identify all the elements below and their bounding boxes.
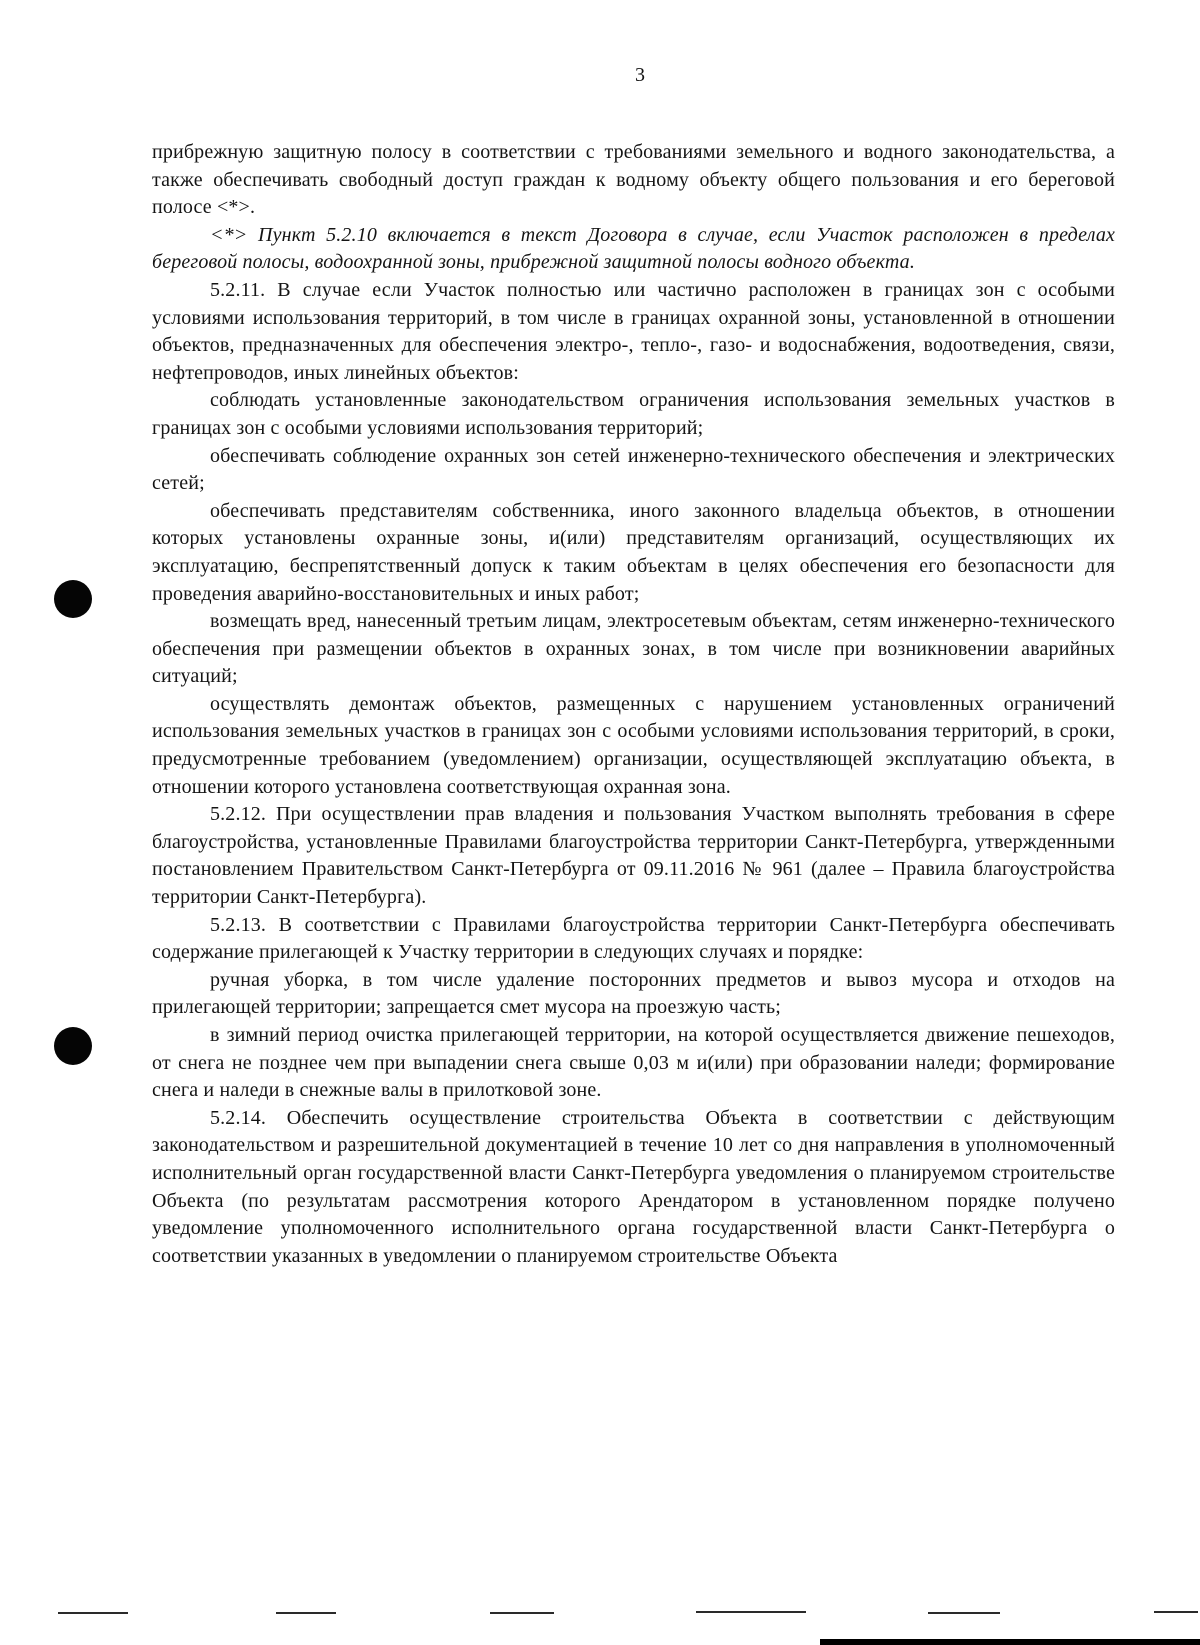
clause-5-2-13-item-winter: в зимний период очистка прилегающей территории, на которой осуществляется движение пешеходов, от снега не позднее чем при выпадении снега свыше 0,03 м и(или) при образовании наледи; формирование снега и наледи в снежные валы в прилотковой зоне. (152, 1024, 1115, 1102)
scan-artifact-line-6 (1154, 1611, 1198, 1613)
page-number: 3 (635, 64, 645, 86)
clause-5-2-11-item-dismantling: осуществлять демонтаж объектов, размещенных с нарушением установленных ограничений использования земельных участков в границах зон с особыми условиями использования территорий, в сроки, предусмотренные требованием (уведомлением) организации, осуществляющей эксплуатацию объекта, в отношении которого установлена соответствующая охранная зона. (152, 692, 1115, 798)
clause-5-2-13-item-cleaning: ручная уборка, в том числе удаление посторонних предметов и вывоз мусора и отходов на прилегающей территории; запрещается смет мусора на проезжую часть; (152, 968, 1115, 1019)
clause-5-2-14: 5.2.14. Обеспечить осуществление строительства Объекта в соответствии с действующим законодательством и разрешительной документацией в течение 10 лет со дня направления в уполномоченный исполнительный орган государственной власти Санкт-Петербурга уведомления о планируемом строительстве Объекта (по результатам рассмотрения которого Арендатором в установленном порядке получено уведомление уполномоченного исполнительного органа государственной власти Санкт-Петербурга о соответствии указанных в уведомлении о планируемом строительстве Объекта (152, 1106, 1115, 1267)
scan-edge-shadow (820, 1639, 1200, 1645)
scan-artifact-line-2 (276, 1612, 336, 1614)
footnote-clause-5-2-10: <*> Пункт 5.2.10 включается в текст Договора в случае, если Участок расположен в пределах береговой полосы, водоохранной зоны, прибрежной защитной полосы водного объекта. (152, 223, 1115, 274)
paragraph-coastal-strip: прибрежную защитную полосу в соответствии с требованиями земельного и водного законодательства, а также обеспечивать свободный доступ граждан к водному объекту общего пользования и его береговой полосе <*>. (152, 141, 1115, 219)
scan-artifact-line-3 (490, 1612, 554, 1614)
clause-5-2-13: 5.2.13. В соответствии с Правилами благоустройства территории Санкт-Петербурга обеспечивать содержание прилегающей к Участку территории в следующих случаях и порядке: (152, 913, 1115, 964)
clause-5-2-11-item-damages: возмещать вред, нанесенный третьим лицам, электросетевым объектам, сетям инженерно-технического обеспечения при размещении объектов в охранных зонах, в том числе при возникновении аварийных ситуаций; (152, 610, 1115, 688)
document-body (152, 139, 1115, 1270)
punch-hole-top (54, 580, 92, 618)
clause-5-2-11-item-access: обеспечивать представителям собственника, иного законного владельца объектов, в отношении которых установлены охранные зоны, и(или) представителям организаций, осуществляющих их эксплуатацию, беспрепятственный допуск к таким объектам в целях обеспечения его безопасности для проведения аварийно-восстановительных и иных работ; (152, 499, 1115, 605)
clause-5-2-11-item-restrictions: соблюдать установленные законодательством ограничения использования земельных участков в границах зон с особыми условиями использования территорий; (152, 389, 1115, 439)
clause-5-2-11-item-protection-zones: обеспечивать соблюдение охранных зон сетей инженерно-технического обеспечения и электрических сетей; (152, 444, 1115, 495)
scan-artifact-line-4 (696, 1611, 806, 1613)
scan-artifact-line-1 (58, 1612, 128, 1614)
punch-hole-bottom (54, 1027, 92, 1065)
scan-artifact-line-5 (928, 1612, 1000, 1614)
clause-5-2-11: 5.2.11. В случае если Участок полностью или частично расположен в границах зон с особыми условиями использования территорий, в том числе в границах охранной зоны, установленной в отношении объектов, предназначенных для обеспечения электро-, тепло-, газо- и водоснабжения, водоотведения, связи, нефтепроводов, иных линейных объектов: (152, 278, 1115, 384)
clause-5-2-12: 5.2.12. При осуществлении прав владения и пользования Участком выполнять требования в сфере благоустройства, установленные Правилами благоустройства территории Санкт-Петербурга, утвержденными постановлением Правительством Санкт-Петербурга от 09.11.2016 № 961 (далее – Правила благоустройства территории Санкт-Петербурга). (152, 803, 1115, 909)
